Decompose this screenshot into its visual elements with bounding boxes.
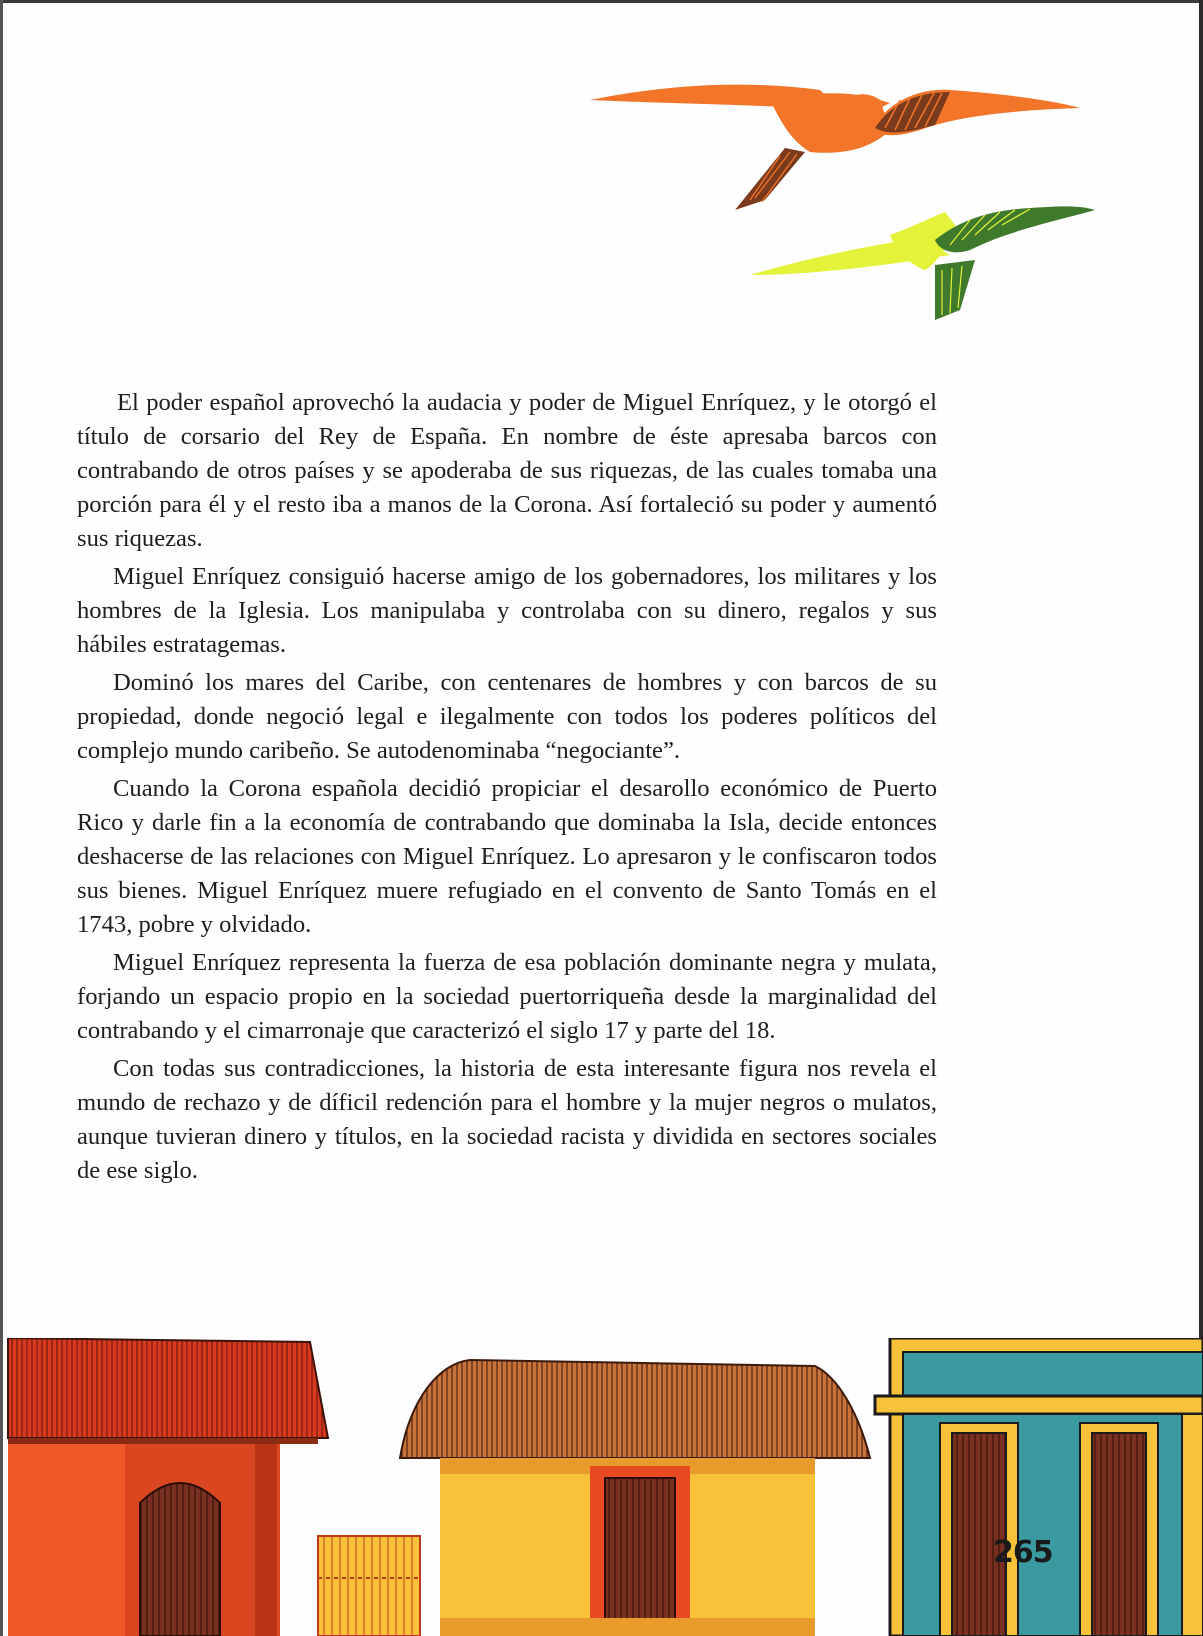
- paragraph: Dominó los mares del Caribe, con centenares de hombres y con barcos de su propiedad, donde negoció legal e ilegalmente con todos los poderes políticos del complejo mundo caribeño. Se autodenominaba “negociante”.: [77, 669, 937, 764]
- orange-bird-illustration: [590, 85, 1080, 210]
- paragraph: Con todas sus contradicciones, la historia de esta interesante figura nos revela el mundo de rechazo y de díficil redención para el hombre y la mujer negros o mulatos, aunque tuvieran dinero y títulos, en la sociedad racista y dividida en sectores sociales de ese siglo.: [77, 1055, 937, 1184]
- page-edge-top: [0, 0, 1203, 3]
- birds-illustration: [590, 70, 1150, 340]
- fence-illustration: [318, 1536, 420, 1636]
- yellow-blue-house-illustration: [875, 1338, 1203, 1636]
- thatched-hut-illustration: [400, 1360, 870, 1636]
- article-body: [77, 386, 937, 1192]
- red-house-illustration: [8, 1338, 328, 1636]
- paragraph: Miguel Enríquez representa la fuerza de esa población dominante negra y mulata, forjando un espacio propio en la sociedad puertorriqueña desde la marginalidad del contrabando y el cimarronaje que caracterizó el siglo 17 y parte del 18.: [77, 949, 937, 1044]
- paragraph: El poder español aprovechó la audacia y poder de Miguel Enríquez, y le otorgó el título de corsario del Rey de España. En nombre de éste apresaba barcos con contrabando de otros países y se apoderaba de sus riquezas, de las cuales tomaba una porción para él y el resto iba a manos de la Corona. Así fortaleció su poder y aumentó sus riquezas.: [77, 389, 937, 552]
- green-bird-illustration: [750, 206, 1095, 320]
- paragraph: Miguel Enríquez consiguió hacerse amigo de los gobernadores, los militares y los hombres de la Iglesia. Los manipulaba y controlaba con su dinero, regalos y sus hábiles estratagemas.: [77, 563, 937, 658]
- houses-illustration: [0, 1338, 1203, 1636]
- page-number: 265: [993, 1535, 1053, 1570]
- paragraph: Cuando la Corona española decidió propiciar el desarollo económico de Puerto Rico y darle fin a la economía de contrabando que dominaba la Isla, decide entonces deshacerse de las relaciones con Miguel Enríquez. Lo apresaron y le confiscaron todos sus bienes. Miguel Enríquez muere refugiado en el convento de Santo Tomás en el 1743, pobre y olvidado.: [77, 775, 937, 938]
